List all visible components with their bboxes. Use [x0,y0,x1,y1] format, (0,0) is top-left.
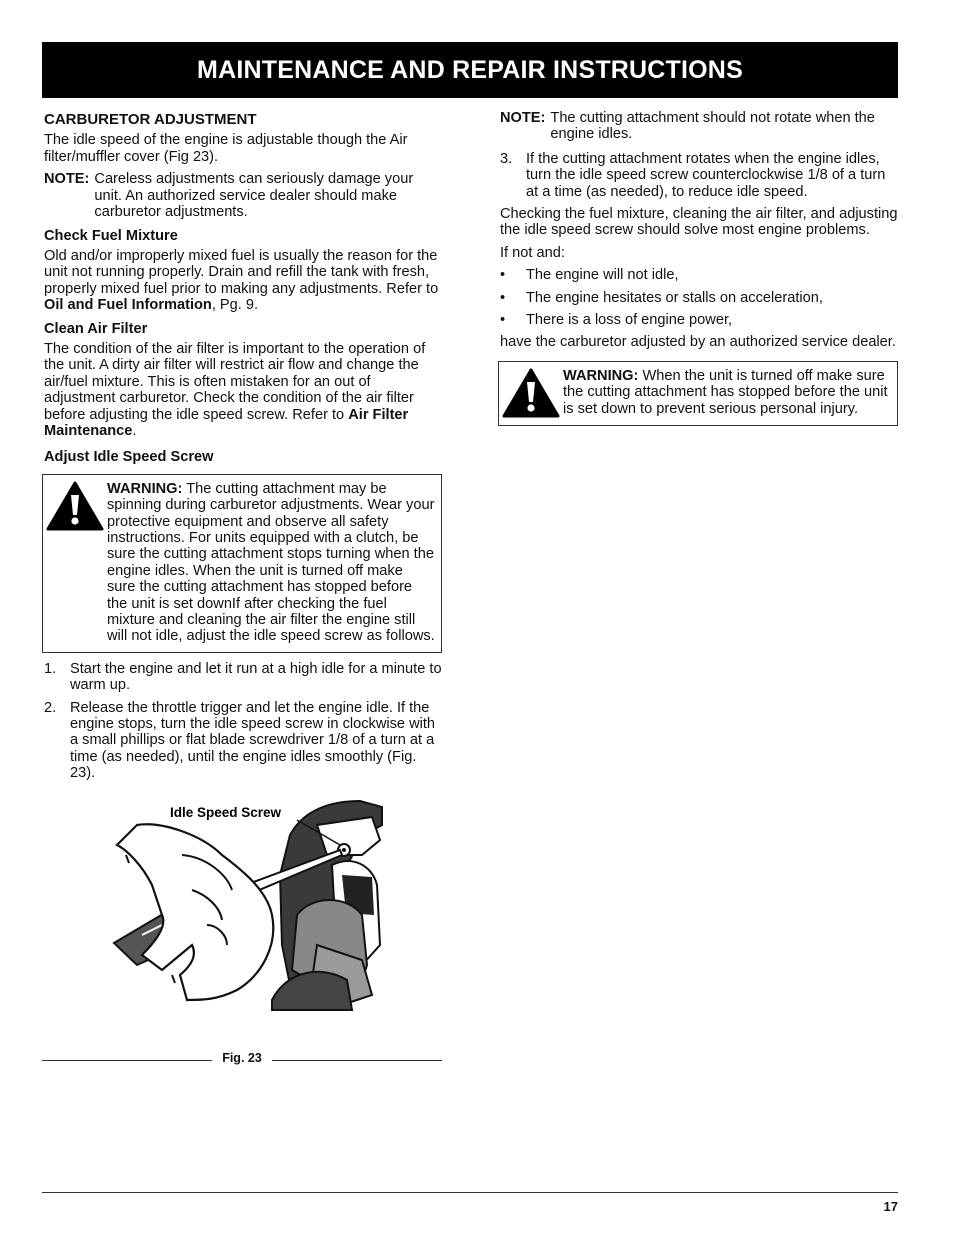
fuel-paragraph: Old and/or improperly mixed fuel is usually the reason for the unit not running properly. Drain and refill the tank with fresh, properly mixed fuel prior to making any adjustments. Refer to Oil and Fuel Information, Pg. 9. [44,247,439,314]
screwdriver-illustration [42,795,442,1070]
if-not-paragraph: If not and: [500,244,565,261]
caption-rule-right [272,1060,442,1061]
note-text: Careless adjustments can seriously damage your unit. An authorized service dealer should make carburetor adjustments. [94,171,414,221]
dealer-paragraph: have the carburetor adjusted by an authorized service dealer. [500,334,896,351]
warning-triangle-icon [43,481,107,645]
list-item: 1. Start the engine and let it run at a high idle for a minute to warm up. [44,660,442,694]
warning-label: WARNING: [107,480,183,497]
left-column [44,110,442,788]
list-item: • There is a loss of engine power, [500,312,733,329]
page-title: MAINTENANCE AND REPAIR INSTRUCTIONS [197,55,743,84]
right-column [500,110,898,434]
list-item: 2. Release the throttle trigger and let the engine idle. If the engine stops, turn the idle speed screw in clockwise with a small phillips or flat blade screwdriver 1/8 of a turn at a time (as needed), until the engine idles smoothly (Fig. 23). [44,699,436,782]
air-reference: Air Filter Maintenance [44,406,409,439]
warning-box [498,361,898,426]
note-label: NOTE: [44,171,90,188]
list-item: 3. If the cutting attachment rotates when the engine idles, turn the idle speed screw counterclockwise 1/8 of a turn at a time (as needed), to reduce idle speed. [500,150,886,200]
intro-paragraph: The idle speed of the engine is adjustable though the Air filter/muffler cover (Fig 23). [44,132,408,165]
air-heading: Clean Air Filter [44,321,148,338]
page-number: 17 [883,1199,898,1214]
warning-label: WARNING: [563,367,639,384]
note-text: The cutting attachment should not rotate when the engine idles. [550,110,875,143]
warning-text: WARNING: The cutting attachment may be spinning during carburetor adjustments. Wear your protective equipment and observe all safety instructions. For units equipped with a clutch, be sure the cutting attachment stops turning when the engine idles. When the unit is turned off make sure the cutting attachment has stopped before the unit is set downIf after checking the fuel mixture and cleaning the air filter the engine still will not idle, adjust the idle speed screw as follows. [107,480,435,645]
callout-label: Idle Speed Screw [170,805,282,820]
figure-caption: Fig. 23 [222,1051,262,1065]
figure-23 [42,795,442,1070]
idle-heading: Adjust Idle Speed Screw [44,449,214,466]
list-item: • The engine hesitates or stalls on acceleration, [500,289,823,306]
air-paragraph: The condition of the air filter is important to the operation of the unit. A dirty air filter will restrict air flow and change the air/fuel mixture. This is often mistaken for an out of adjustment carburetor. Check the condition of the air filter before adjusting the idle speed screw. Refer to Air Filter Maintenance. [44,340,426,439]
note-block [44,171,442,220]
fuel-reference: Oil and Fuel Information [44,297,212,314]
note-block [500,110,898,143]
warning-text: WARNING: When the unit is turned off make sure the cutting attachment has stopped before the unit is set down to prevent serious personal injury. [563,367,888,417]
section-heading: CARBURETOR ADJUSTMENT [44,111,257,128]
footer-rule [42,1192,898,1193]
list-item: • The engine will not idle, [500,267,679,284]
note-label: NOTE: [500,110,546,126]
warning-box [42,474,442,653]
summary-paragraph: Checking the fuel mixture, cleaning the air filter, and adjusting the idle speed screw should solve most engine problems. [500,206,898,239]
fuel-heading: Check Fuel Mixture [44,228,178,245]
warning-triangle-icon [499,368,563,418]
section-banner [42,42,898,98]
caption-rule-left [42,1060,212,1061]
